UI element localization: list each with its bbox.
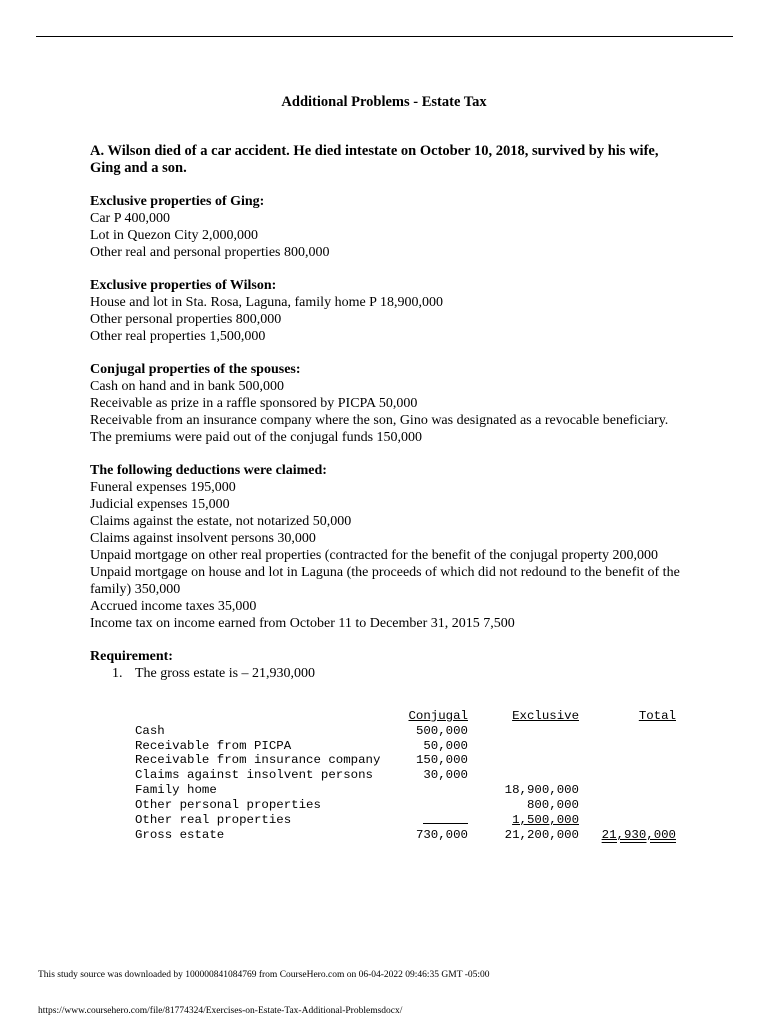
table-header-row xyxy=(135,709,676,724)
section-line: Accrued income taxes 35,000 xyxy=(90,599,257,614)
subtotal-rule xyxy=(423,813,468,824)
row-conjugal: 30,000 xyxy=(423,768,468,783)
row-conjugal-subtotal-rule xyxy=(393,813,474,829)
total-label: Gross estate xyxy=(135,828,225,843)
section-line: Cash on hand and in bank 500,000 xyxy=(90,379,285,394)
footer-source-note: This study source was downloaded by 100000841084769 from CourseHero.com on 06-04-2022 09:46:35 GMT -05:00 xyxy=(38,970,490,980)
table-header-cell xyxy=(474,709,583,724)
row-total xyxy=(583,739,676,754)
section-line: Lot in Quezon City 2,000,000 xyxy=(90,228,258,243)
row-exclusive xyxy=(474,768,583,783)
row-exclusive xyxy=(474,739,583,754)
top-rule xyxy=(36,36,733,37)
section-line: Receivable from an insurance company where the son, Gino was designated as a revocable beneficiary. The premiums were paid out of the conjugal funds 150,000 xyxy=(90,413,669,445)
table-row xyxy=(135,798,676,813)
gross-estate-table xyxy=(135,709,676,843)
header-exclusive: Exclusive xyxy=(512,709,579,723)
total-exclusive: 21,200,000 xyxy=(504,828,579,843)
section-line: Unpaid mortgage on house and lot in Laguna (the proceeds of which did not redound to the benefit of the family) 350,000 xyxy=(90,565,680,597)
table-row xyxy=(135,813,676,829)
requirement-heading: Requirement: xyxy=(90,649,173,664)
row-conjugal: 500,000 xyxy=(415,723,468,738)
section-line: Other personal properties 800,000 xyxy=(90,312,282,327)
section-deductions xyxy=(90,462,690,632)
row-total xyxy=(583,768,676,783)
section-heading: Exclusive properties of Wilson: xyxy=(90,278,277,293)
row-total xyxy=(583,798,676,813)
section-heading: The following deductions were claimed: xyxy=(90,463,327,478)
row-total xyxy=(583,783,676,798)
row-total xyxy=(583,813,676,829)
row-exclusive xyxy=(474,813,583,829)
row-total xyxy=(583,724,676,739)
row-exclusive: 18,900,000 xyxy=(504,782,579,797)
row-label: Receivable from PICPA xyxy=(135,738,292,753)
footer-url[interactable]: https://www.coursehero.com/file/81774324/Exercises-on-Estate-Tax-Additional-Problemsdocx/ xyxy=(38,1006,403,1016)
requirement-item xyxy=(90,665,690,682)
section-line: Unpaid mortgage on other real properties (contracted for the benefit of the conjugal property 200,000 xyxy=(90,548,658,563)
section-ging-properties xyxy=(90,193,690,261)
grand-total-value: 21,930,000 xyxy=(601,828,676,843)
section-conjugal-properties xyxy=(90,361,690,446)
row-exclusive xyxy=(474,753,583,768)
document-body xyxy=(90,143,690,699)
row-conjugal: 150,000 xyxy=(415,753,468,768)
section-heading: Conjugal properties of the spouses: xyxy=(90,362,301,377)
table-row xyxy=(135,783,676,798)
requirement-number: 1. xyxy=(112,666,123,681)
total-total xyxy=(583,828,676,843)
row-label: Other real properties xyxy=(135,813,292,828)
row-conjugal xyxy=(393,783,474,798)
section-line: Income tax on income earned from October 11 to December 31, 2015 7,500 xyxy=(90,616,515,631)
gross-estate-table-wrap xyxy=(135,709,676,843)
row-exclusive-value: 1,500,000 xyxy=(512,813,579,828)
page-title: Additional Problems - Estate Tax xyxy=(281,94,487,110)
row-label: Claims against insolvent persons xyxy=(135,768,373,783)
section-line: Other real properties 1,500,000 xyxy=(90,329,266,344)
total-conjugal: 730,000 xyxy=(415,828,468,843)
section-line: Claims against the estate, not notarized 50,000 xyxy=(90,514,352,529)
table-header-cell xyxy=(583,709,676,724)
row-label: Cash xyxy=(135,723,165,738)
row-exclusive: 800,000 xyxy=(526,797,579,812)
header-conjugal: Conjugal xyxy=(408,709,468,723)
section-line: Judicial expenses 15,000 xyxy=(90,497,230,512)
row-conjugal: 50,000 xyxy=(423,738,468,753)
section-line: House and lot in Sta. Rosa, Laguna, family home P 18,900,000 xyxy=(90,295,443,310)
table-row xyxy=(135,753,676,768)
problem-statement: A. Wilson died of a car accident. He died intestate on October 10, 2018, survived by his wife, Ging and a son. xyxy=(90,143,659,176)
row-label: Receivable from insurance company xyxy=(135,753,381,768)
table-row xyxy=(135,768,676,783)
row-label: Other personal properties xyxy=(135,797,321,812)
table-row xyxy=(135,724,676,739)
header-total: Total xyxy=(638,709,676,723)
requirement-text: The gross estate is – 21,930,000 xyxy=(135,666,316,681)
section-line: Other real and personal properties 800,000 xyxy=(90,245,330,260)
table-total-row xyxy=(135,828,676,843)
section-wilson-properties xyxy=(90,277,690,345)
table-row xyxy=(135,739,676,754)
row-label: Family home xyxy=(135,782,217,797)
section-heading: Exclusive properties of Ging: xyxy=(90,194,265,209)
row-conjugal xyxy=(393,798,474,813)
section-line: Receivable as prize in a raffle sponsored by PICPA 50,000 xyxy=(90,396,418,411)
table-header-blank xyxy=(135,709,393,724)
row-exclusive xyxy=(474,724,583,739)
row-total xyxy=(583,753,676,768)
section-line: Funeral expenses 195,000 xyxy=(90,480,236,495)
section-line: Car P 400,000 xyxy=(90,211,170,226)
section-line: Claims against insolvent persons 30,000 xyxy=(90,531,316,546)
table-header-cell xyxy=(393,709,474,724)
